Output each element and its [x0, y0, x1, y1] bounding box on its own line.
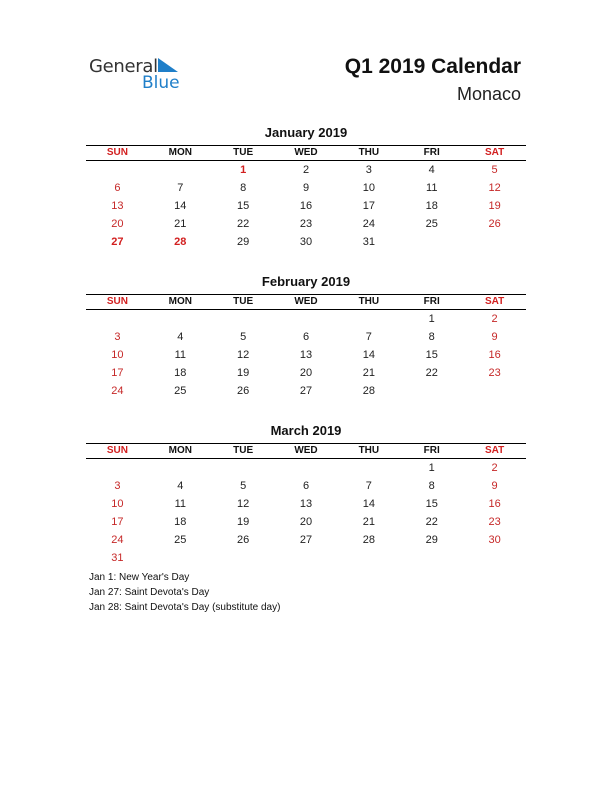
- day-cell: 7: [177, 182, 184, 194]
- day-cell: 1: [428, 462, 435, 474]
- day-cell: 29: [237, 236, 250, 248]
- month-title: February 2019: [261, 274, 351, 289]
- day-cell: [86, 162, 149, 179]
- day-cell: [212, 460, 275, 477]
- day-cell: 13: [111, 200, 124, 212]
- week-row: [86, 180, 526, 197]
- day-cell: 21: [362, 516, 375, 528]
- day-cell: 14: [362, 498, 375, 510]
- weekday-header: TUE: [233, 445, 254, 456]
- day-cell: 14: [362, 349, 375, 361]
- day-cell: 19: [237, 516, 250, 528]
- day-cell: 31: [362, 236, 375, 248]
- weekday-header: MON: [168, 296, 192, 307]
- day-cell: 27: [111, 236, 124, 248]
- day-cell: 17: [111, 516, 124, 528]
- country-name: Monaco: [456, 84, 521, 104]
- day-cell: 22: [425, 367, 438, 379]
- weekday-header: THU: [358, 445, 380, 456]
- weekday-header: THU: [358, 296, 380, 307]
- day-cell: 28: [362, 534, 375, 546]
- day-cell: 17: [362, 200, 375, 212]
- day-cell: 22: [425, 516, 438, 528]
- day-cell: 2: [491, 462, 498, 474]
- day-cell: [212, 311, 275, 328]
- weekday-header: THU: [358, 147, 380, 158]
- day-cell: 12: [237, 498, 250, 510]
- day-cell: [337, 460, 400, 477]
- day-cell: 20: [299, 516, 313, 528]
- day-cell: 11: [426, 182, 438, 194]
- day-cell: 24: [111, 385, 124, 397]
- day-cell: 18: [174, 516, 187, 528]
- day-cell: 16: [488, 349, 501, 361]
- weekday-header: SUN: [106, 445, 128, 456]
- day-cell: 29: [425, 534, 438, 546]
- weekday-header: WED: [294, 296, 318, 307]
- day-cell: [400, 234, 463, 251]
- day-cell: 6: [302, 331, 310, 343]
- weekday-header: TUE: [233, 147, 254, 158]
- day-cell: 31: [111, 552, 124, 564]
- week-row: [86, 478, 526, 495]
- day-cell: 22: [237, 218, 250, 230]
- week-row: [86, 234, 526, 251]
- month-title: January 2019: [264, 125, 348, 140]
- day-cell: [275, 311, 338, 328]
- day-cell: 3: [114, 331, 121, 343]
- day-cell: 18: [425, 200, 438, 212]
- week-row: [86, 383, 526, 400]
- day-cell: 26: [237, 385, 250, 397]
- day-cell: 10: [362, 182, 375, 194]
- weekday-header: TUE: [233, 296, 254, 307]
- page-title: Q1 2019 Calendar: [344, 55, 521, 78]
- week-row: [86, 311, 526, 328]
- holiday-note: Jan 28: Saint Devota's Day (substitute day): [89, 602, 281, 613]
- weekday-header-row: [86, 145, 526, 161]
- day-cell: 19: [237, 367, 250, 379]
- day-cell: [463, 383, 526, 400]
- day-cell: 25: [425, 218, 438, 230]
- day-cell: 5: [491, 164, 498, 176]
- day-cell: 28: [174, 236, 187, 248]
- weekday-header: MON: [168, 445, 192, 456]
- day-cell: 15: [425, 498, 438, 510]
- weekday-header: SUN: [106, 147, 128, 158]
- day-cell: 6: [114, 182, 121, 194]
- week-row: [86, 365, 526, 382]
- week-row: [86, 216, 526, 233]
- weekday-header: SAT: [484, 445, 505, 456]
- day-cell: 27: [299, 534, 313, 546]
- day-cell: 7: [365, 331, 372, 343]
- day-cell: 25: [174, 385, 187, 397]
- day-cell: 28: [362, 385, 375, 397]
- day-cell: 13: [299, 349, 313, 361]
- weekday-header: FRI: [423, 296, 440, 307]
- month-january: [86, 125, 526, 251]
- day-cell: 26: [488, 218, 501, 230]
- day-cell: 24: [111, 534, 124, 546]
- day-cell: 17: [111, 367, 124, 379]
- day-cell: 10: [111, 498, 124, 510]
- day-cell: [212, 550, 275, 567]
- weekday-header-row: [86, 443, 526, 459]
- week-row: [86, 532, 526, 549]
- holiday-list: [89, 570, 280, 615]
- day-cell: [337, 311, 400, 328]
- logo-blue-text: Blue: [142, 73, 180, 93]
- weekday-header-row: [86, 294, 526, 310]
- weekday-header: SAT: [484, 147, 505, 158]
- weekday-header: WED: [294, 147, 318, 158]
- day-cell: 3: [114, 480, 121, 492]
- month-february: [86, 274, 526, 400]
- day-cell: [149, 550, 212, 567]
- day-cell: [337, 550, 400, 567]
- day-cell: 27: [299, 385, 313, 397]
- day-cell: [400, 383, 463, 400]
- day-cell: 24: [362, 218, 375, 230]
- week-row: [86, 347, 526, 364]
- day-cell: [275, 550, 338, 567]
- day-cell: 8: [428, 331, 435, 343]
- day-cell: 12: [488, 182, 501, 194]
- day-cell: 21: [362, 367, 375, 379]
- day-cell: [463, 550, 526, 567]
- week-row: [86, 198, 526, 215]
- day-cell: 18: [174, 367, 187, 379]
- day-cell: [149, 311, 212, 328]
- day-cell: 14: [174, 200, 187, 212]
- day-cell: 23: [488, 367, 501, 379]
- day-cell: [463, 234, 526, 251]
- day-cell: [275, 460, 338, 477]
- day-cell: 25: [174, 534, 187, 546]
- week-row: [86, 496, 526, 513]
- day-cell: 16: [488, 498, 501, 510]
- day-cell: [86, 460, 149, 477]
- day-cell: 3: [365, 164, 372, 176]
- day-cell: 5: [240, 331, 247, 343]
- weekday-header: SAT: [484, 296, 505, 307]
- day-cell: 11: [174, 349, 186, 361]
- week-row: [86, 514, 526, 531]
- day-cell: 23: [488, 516, 501, 528]
- day-cell: 4: [177, 331, 184, 343]
- day-cell: 30: [299, 236, 313, 248]
- day-cell: 2: [491, 313, 498, 325]
- day-cell: [149, 162, 212, 179]
- day-cell: 23: [299, 218, 313, 230]
- day-cell: [86, 311, 149, 328]
- day-cell: 5: [240, 480, 247, 492]
- day-cell: 7: [365, 480, 372, 492]
- day-cell: 2: [302, 164, 310, 176]
- weekday-header: WED: [294, 445, 318, 456]
- holiday-note: Jan 1: New Year's Day: [89, 572, 190, 583]
- month-title: March 2019: [270, 423, 342, 438]
- day-cell: 13: [299, 498, 313, 510]
- day-cell: 20: [299, 367, 313, 379]
- day-cell: 12: [237, 349, 250, 361]
- day-cell: 15: [425, 349, 438, 361]
- day-cell: [400, 550, 463, 567]
- day-cell: 4: [428, 164, 435, 176]
- day-cell: 9: [491, 480, 498, 492]
- day-cell: 9: [302, 182, 310, 194]
- day-cell: 8: [428, 480, 435, 492]
- holiday-note: Jan 27: Saint Devota's Day: [89, 587, 210, 598]
- day-cell: 20: [111, 218, 124, 230]
- week-row: [86, 329, 526, 346]
- day-cell: 26: [237, 534, 250, 546]
- day-cell: 30: [488, 534, 501, 546]
- weekday-header: SUN: [106, 296, 128, 307]
- day-cell: 19: [488, 200, 501, 212]
- day-cell: 9: [491, 331, 498, 343]
- day-cell: 4: [177, 480, 184, 492]
- logo-triangle-icon: [158, 58, 178, 72]
- weekday-header: FRI: [423, 445, 440, 456]
- logo-general-text: General: [89, 56, 158, 77]
- day-cell: 8: [240, 182, 247, 194]
- week-row: [86, 162, 526, 179]
- day-cell: 16: [299, 200, 313, 212]
- day-cell: 10: [111, 349, 124, 361]
- day-cell: 1: [428, 313, 435, 325]
- day-cell: 1: [240, 164, 247, 176]
- day-cell: 21: [174, 218, 187, 230]
- week-row: [86, 460, 526, 477]
- weekday-header: MON: [168, 147, 192, 158]
- week-row: [86, 550, 526, 567]
- day-cell: [149, 460, 212, 477]
- month-march: [86, 423, 526, 567]
- day-cell: 15: [237, 200, 250, 212]
- day-cell: 6: [302, 480, 310, 492]
- weekday-header: FRI: [423, 147, 440, 158]
- day-cell: 11: [174, 498, 186, 510]
